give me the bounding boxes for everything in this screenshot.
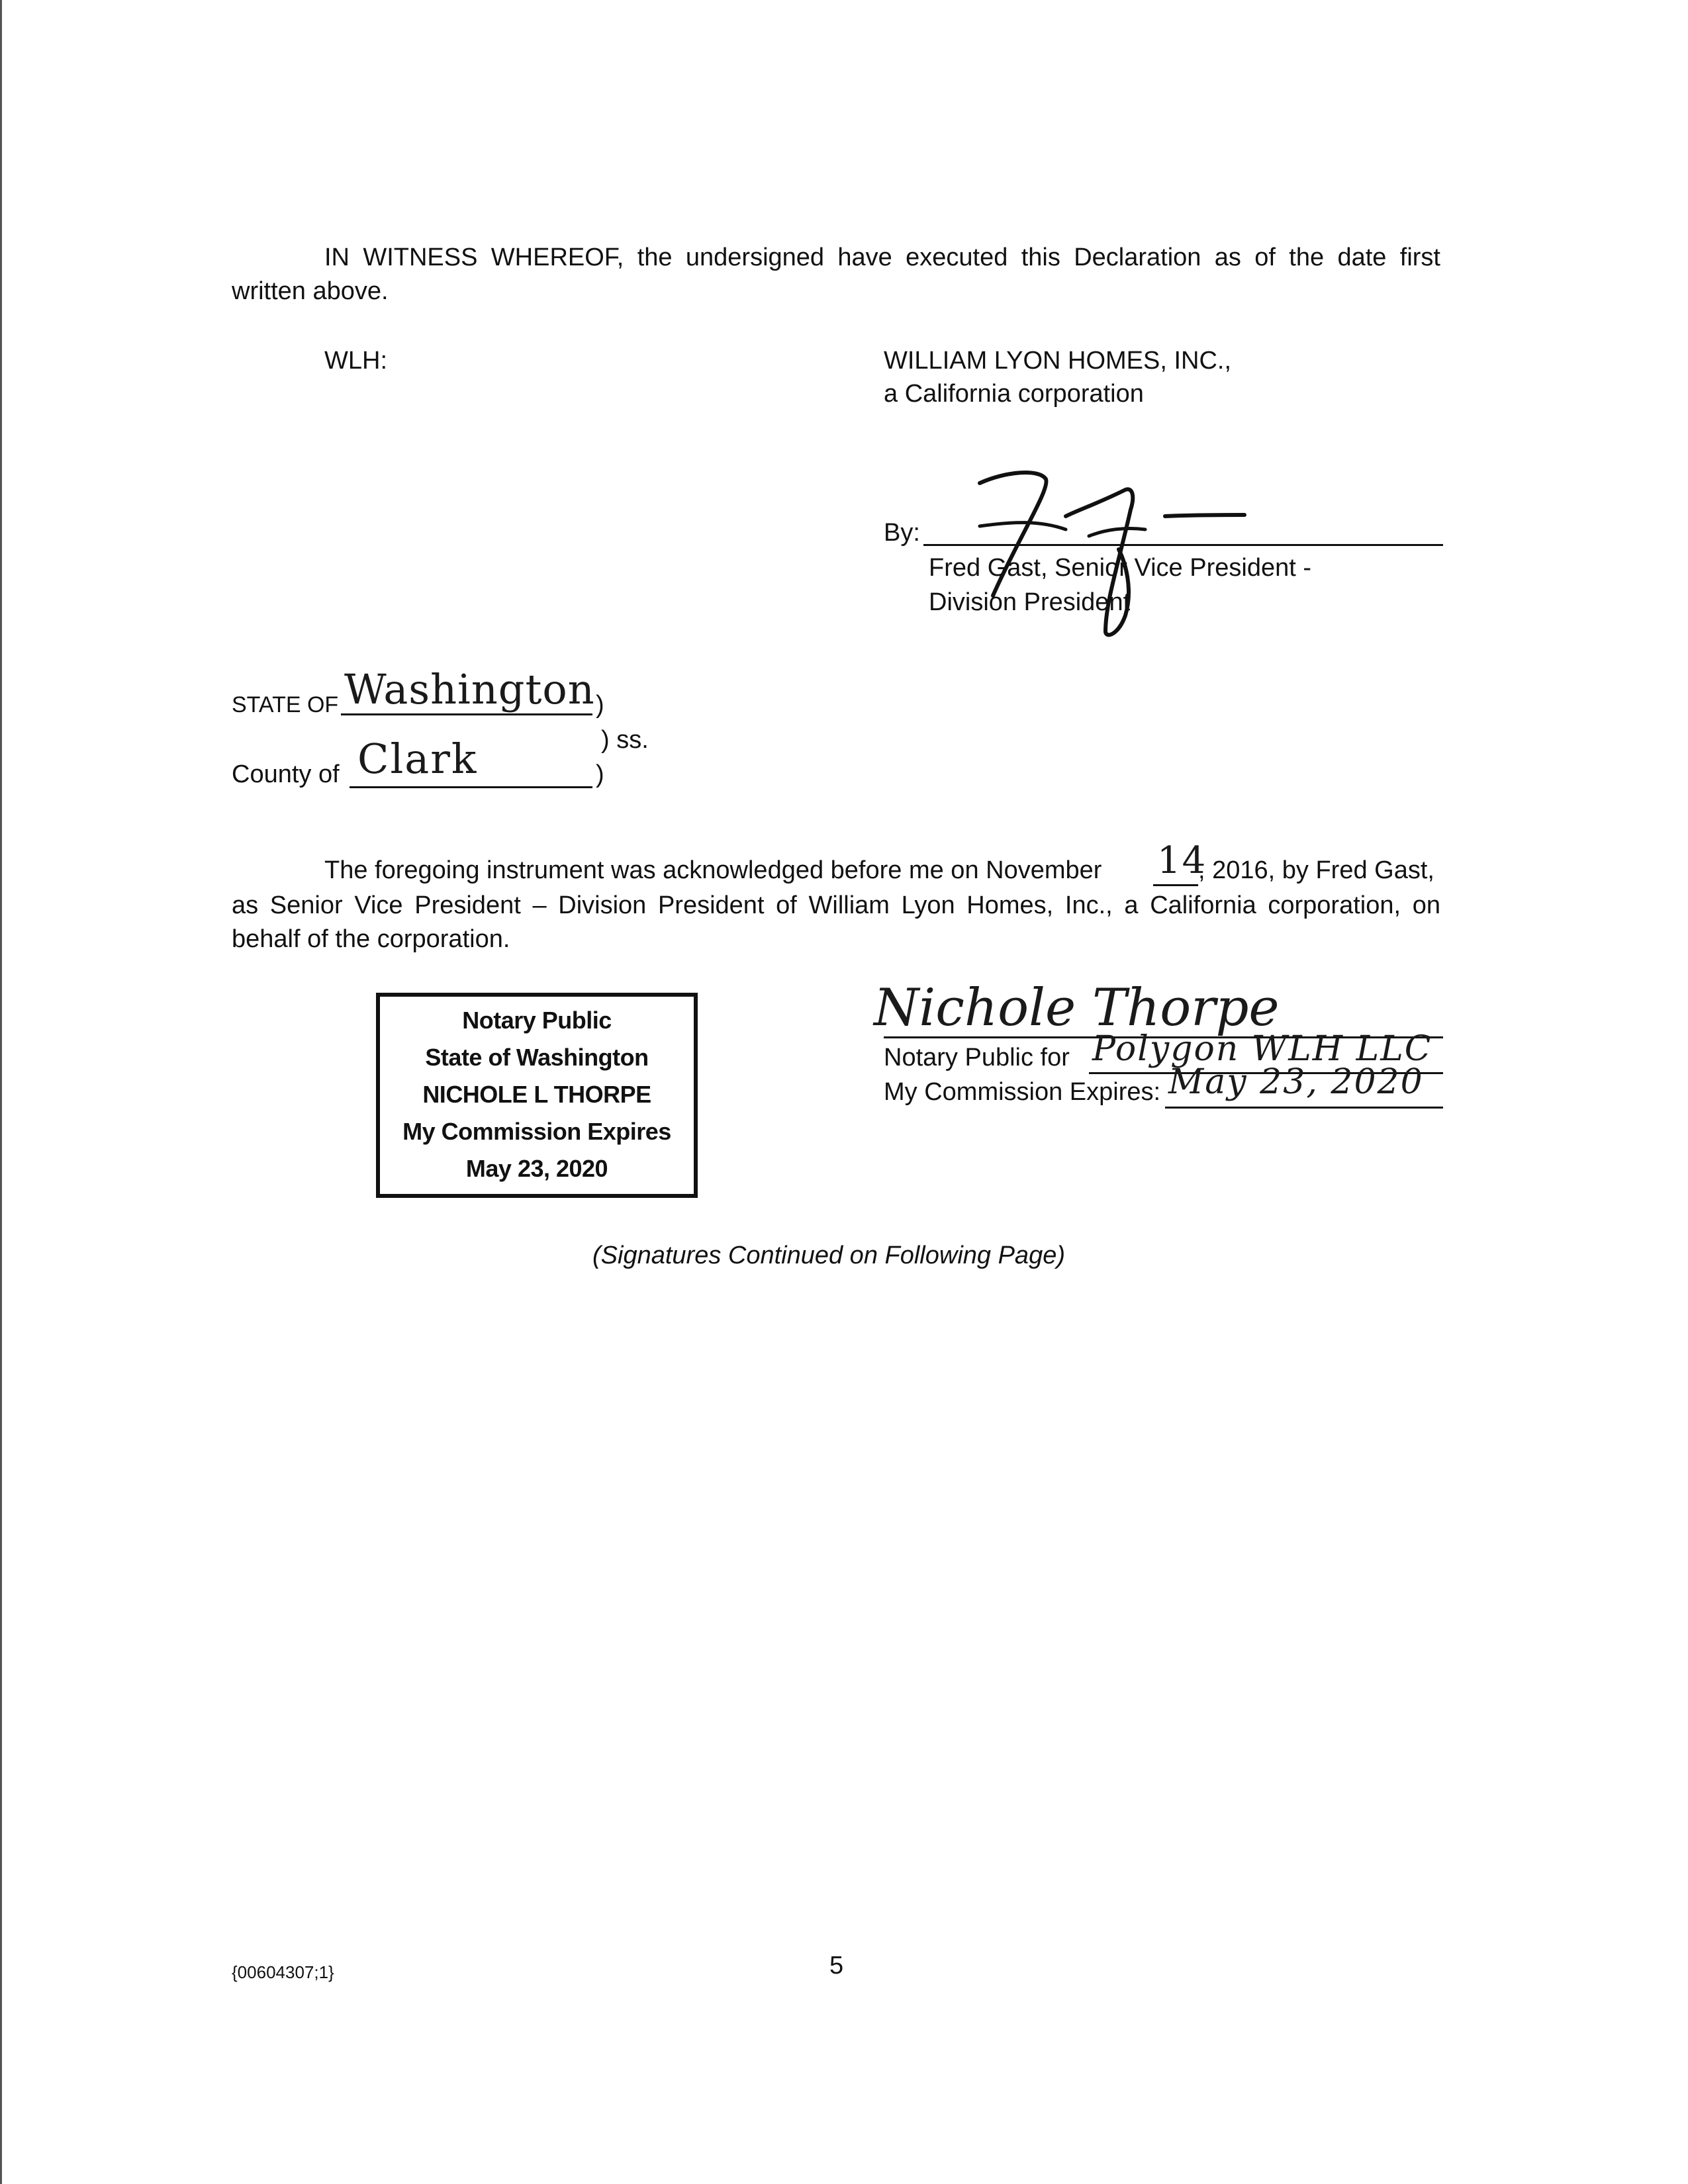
scan-edge [0,0,2,2184]
notary-stamp [376,993,698,1198]
signer-title-line-1: Fred Gast, Senior Vice President - [929,554,1311,582]
county-value: Clark [357,735,478,783]
commission-label: My Commission Expires: [884,1078,1161,1106]
company-type: a California corporation [884,380,1144,408]
party-label: WLH: [324,347,387,375]
stamp-line-3: NICHOLE L THORPE [422,1081,651,1108]
notary-public-for-label: Notary Public for [884,1044,1070,1071]
stamp-line-5: May 23, 2020 [465,1155,608,1182]
commission-line [1165,1107,1443,1109]
witness-line-1: IN WITNESS WHEREOF, the undersigned have executed this Declaration as of the date first [324,244,1440,271]
by-label: By: [884,519,920,547]
witness-line-2: written above. [232,277,389,305]
ack-day: 14 [1157,839,1207,882]
signatures-continued: (Signatures Continued on Following Page) [592,1242,1065,1269]
company-name: WILLIAM LYON HOMES, INC., [884,347,1232,375]
page-number: 5 [829,1952,844,1979]
notary-signature: Nichole Thorpe [874,978,1280,1038]
executive-signature [966,463,1278,649]
state-label: STATE OF [232,692,339,717]
paren-3: ) [596,760,604,788]
paren-1: ) [596,691,604,719]
stamp-line-1: Notary Public [462,1007,612,1034]
state-line [341,713,592,715]
ack-line-2: as Senior Vice President – Division President of William Lyon Homes, Inc., a California corporation, on [232,891,1440,919]
ack-line-1-end: , 2016, by Fred Gast, [1198,856,1434,884]
stamp-line-2: State of Washington [425,1044,649,1071]
commission-value: May 23, 2020 [1168,1062,1424,1102]
ack-line-1-start: The foregoing instrument was acknowledged before me on November [324,856,1102,884]
paren-2: ) ss. [601,726,649,754]
stamp-line-4: My Commission Expires [402,1118,671,1145]
ack-line-3: behalf of the corporation. [232,925,510,953]
notary-public-for-value: Polygon WLH LLC [1092,1029,1432,1069]
state-value: Washington [344,665,595,713]
signer-title-line-2: Division President [929,588,1131,616]
county-label: County of [232,760,340,788]
ack-day-line [1153,884,1198,886]
document-id: {00604307;1} [232,1962,334,1982]
county-line [350,786,592,788]
